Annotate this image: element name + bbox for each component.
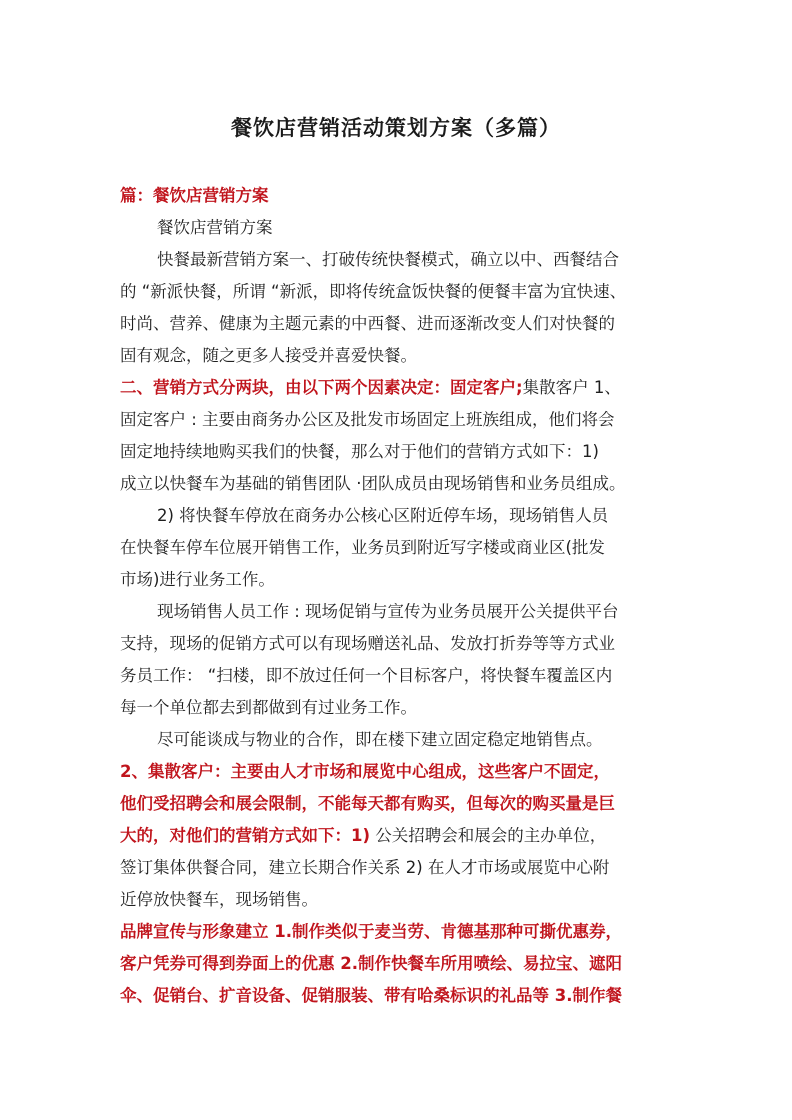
body-text: 市场)进行业务工作。 — [120, 570, 275, 589]
body-text: 签订集体供餐合同，建立长期合作关系 2) 在人才市场或展览中心附 — [120, 858, 610, 877]
body-text: 每一个单位都去到都做到有过业务工作。 — [120, 698, 417, 717]
text-line — [120, 180, 676, 212]
body-text: 餐饮店营销方案 — [157, 218, 273, 237]
text-line — [120, 404, 676, 436]
text-line — [120, 244, 676, 276]
highlighted-text: 2、集散客户：主要由人才市场和展览中心组成，这些客户不固定， — [120, 762, 610, 781]
body-text: 务员工作： “扫楼，即不放过任何一个目标客户，将快餐车覆盖区内 — [120, 666, 613, 685]
text-line — [120, 532, 676, 564]
body-text: 现场销售人员工作 : 现场促销与宣传为业务员展开公关提供平台 — [157, 602, 619, 621]
body-text: 在快餐车停车位展开销售工作，业务员到附近写字楼或商业区(批发 — [120, 538, 605, 557]
text-line — [120, 788, 676, 820]
body-text: 固定客户 : 主要由商务办公区及批发市场固定上班族组成，他们将会 — [120, 410, 615, 429]
highlighted-text: 客户凭券可得到券面上的优惠 2.制作快餐车所用喷绘、易拉宝、遮阳 — [120, 954, 622, 973]
text-line — [120, 276, 676, 308]
text-line — [120, 372, 676, 404]
document-title: 餐饮店营销活动策划方案（多篇） — [231, 115, 561, 140]
text-line — [120, 212, 676, 244]
body-text: 时尚、营养、健康为主题元素的中西餐、进而逐渐改变人们对快餐的 — [120, 314, 615, 333]
text-line — [120, 468, 676, 500]
text-line — [120, 756, 676, 788]
body-text: 固有观念，随之更多人接受并喜爱快餐。 — [120, 346, 417, 365]
highlighted-text: 二、营销方式分两块，由以下两个因素决定：固定客户; — [120, 378, 523, 397]
text-line — [120, 500, 676, 532]
text-line — [120, 692, 676, 724]
body-text: 支持，现场的促销方式可以有现场赠送礼品、发放打折券等等方式业 — [120, 634, 615, 653]
body-text: 公关招聘会和展会的主办单位， — [370, 826, 607, 845]
text-line — [120, 436, 676, 468]
highlighted-text: 他们受招聘会和展会限制，不能每天都有购买，但每次的购买量是巨 — [120, 794, 615, 813]
text-line — [120, 308, 676, 340]
highlighted-text: 大的，对他们的营销方式如下：1) — [120, 826, 371, 845]
body-text: 集散客户 1、 — [522, 378, 621, 397]
text-line — [120, 820, 676, 852]
text-line — [120, 724, 676, 756]
highlighted-text: 品牌宣传与形象建立 1.制作类似于麦当劳、肯德基那种可撕优惠券， — [120, 922, 622, 941]
text-line — [120, 628, 676, 660]
text-line — [120, 884, 676, 916]
body-text: 快餐最新营销方案一、打破传统快餐模式，确立以中、西餐结合 — [157, 250, 619, 269]
text-line — [120, 564, 676, 596]
body-text: 尽可能谈成与物业的合作，即在楼下建立固定稳定地销售点。 — [157, 730, 603, 749]
document-body — [120, 180, 676, 1012]
body-text: 的 “新派快餐，所谓 “新派，即将传统盒饭快餐的便餐丰富为宜快速、 — [120, 282, 627, 301]
text-line — [120, 340, 676, 372]
highlighted-text: 篇：餐饮店营销方案 — [120, 186, 269, 205]
text-line — [120, 596, 676, 628]
body-text: 固定地持续地购买我们的快餐，那么对于他们的营销方式如下：1) — [120, 442, 599, 461]
highlighted-text: 伞、促销台、扩音设备、促销服装、带有哈桑标识的礼品等 3.制作餐 — [120, 986, 622, 1005]
body-text: 2) 将快餐车停放在商务办公核心区附近停车场，现场销售人员 — [157, 506, 609, 525]
body-text: 成立以快餐车为基础的销售团队 ·团队成员由现场销售和业务员组成。 — [120, 474, 626, 493]
text-line — [120, 916, 676, 948]
text-line — [120, 980, 676, 1012]
text-line — [120, 852, 676, 884]
body-text: 近停放快餐车，现场销售。 — [120, 890, 318, 909]
text-line — [120, 948, 676, 980]
text-line — [120, 660, 676, 692]
